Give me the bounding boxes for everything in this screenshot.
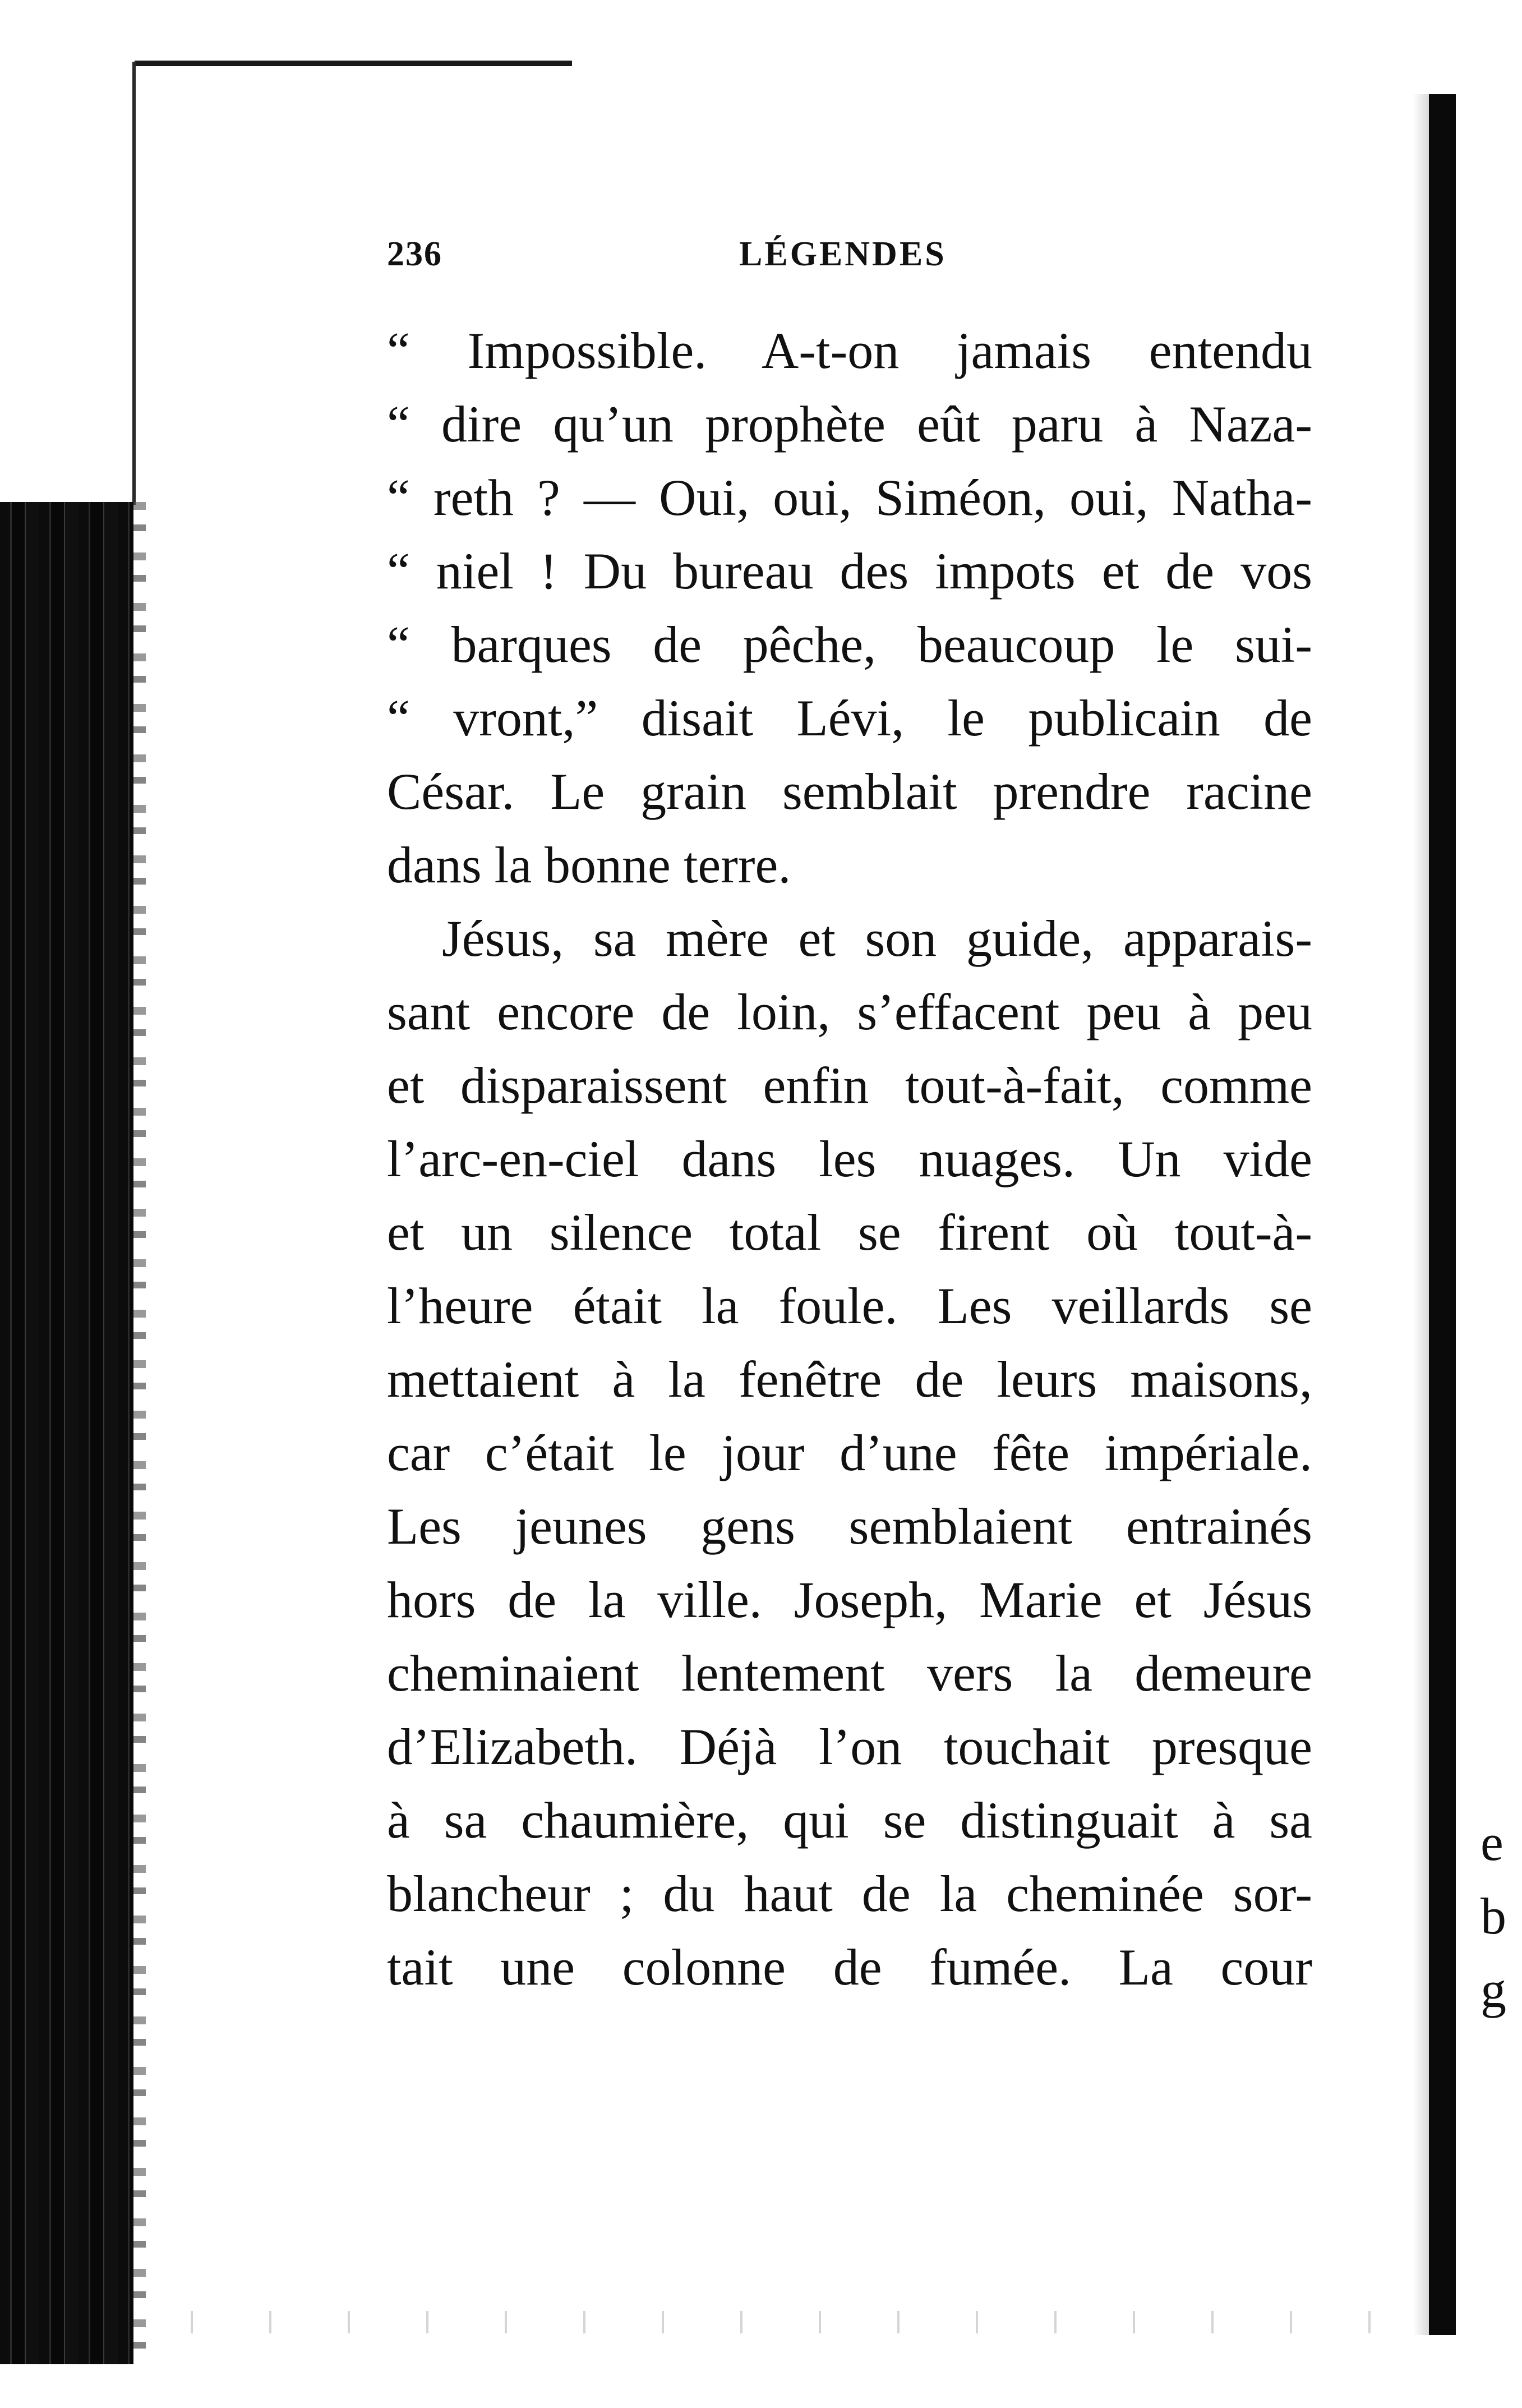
text-line: d’Elizabeth. Déjà l’on touchait presque: [387, 1718, 1312, 1775]
text-line: l’arc-en-ciel dans les nuages. Un vide: [387, 1130, 1312, 1187]
scan-right-edge: [1429, 94, 1456, 2335]
text-line: et un silence total se firent où tout-à-: [387, 1204, 1312, 1261]
text-line: blancheur ; du haut de la cheminée sor-: [387, 1865, 1312, 1922]
text-line: “ dire qu’un prophète eût paru à Naza-: [387, 395, 1312, 453]
text-line: César. Le grain semblait prendre racine: [387, 763, 1312, 820]
text-line: hors de la ville. Joseph, Marie et Jésus: [387, 1571, 1312, 1628]
running-head: LÉGENDES: [739, 235, 947, 273]
text-line: “ vront,” disait Lévi, le publicain de: [387, 689, 1312, 747]
scan-right-shadow: [1413, 94, 1429, 2335]
scan-left-edge: [132, 62, 136, 505]
fragment-letter: b: [1481, 1887, 1506, 1945]
text-line: mettaient à la fenêtre de leurs maisons,: [387, 1351, 1312, 1408]
text-line: à sa chaumière, qui se distinguait à sa: [387, 1792, 1312, 1849]
body-text: [387, 314, 1312, 2004]
fragment-letter: g: [1481, 1961, 1506, 2018]
text-line: “ Impossible. A-t-on jamais entendu: [387, 322, 1312, 379]
page-number: 236: [387, 235, 442, 273]
text-line: cheminaient lentement vers la demeure: [387, 1645, 1312, 1702]
text-line: car c’était le jour d’une fête impériale.: [387, 1424, 1312, 1481]
facing-page-fragment: [1481, 1806, 1522, 2027]
text-line: dans la bonne terre.: [387, 836, 791, 894]
text-line: “ reth ? — Oui, oui, Siméon, oui, Natha-: [387, 469, 1312, 526]
text-line: et disparaissent enfin tout-à-fait, comme: [387, 1057, 1312, 1114]
text-line: Les jeunes gens semblaient entrainés: [387, 1498, 1312, 1555]
scan-binding-fringe: [133, 502, 146, 2364]
scan-bottom-specks: [157, 2311, 1413, 2333]
text-line: sant encore de loin, s’effacent peu à peu: [387, 983, 1312, 1040]
text-line: “ barques de pêche, beaucoup le sui-: [387, 616, 1312, 673]
text-line: tait une colonne de fumée. La cour: [387, 1939, 1312, 1996]
text-line: l’heure était la foule. Les veillards se: [387, 1277, 1312, 1334]
scan-top-edge: [135, 61, 572, 66]
scan-binding-shadow: [0, 502, 133, 2364]
paragraph-start-line: Jésus, sa mère et son guide, apparais-: [442, 910, 1312, 967]
text-line: “ niel ! Du bureau des impots et de vos: [387, 542, 1312, 600]
fragment-letter: e: [1481, 1814, 1503, 1871]
